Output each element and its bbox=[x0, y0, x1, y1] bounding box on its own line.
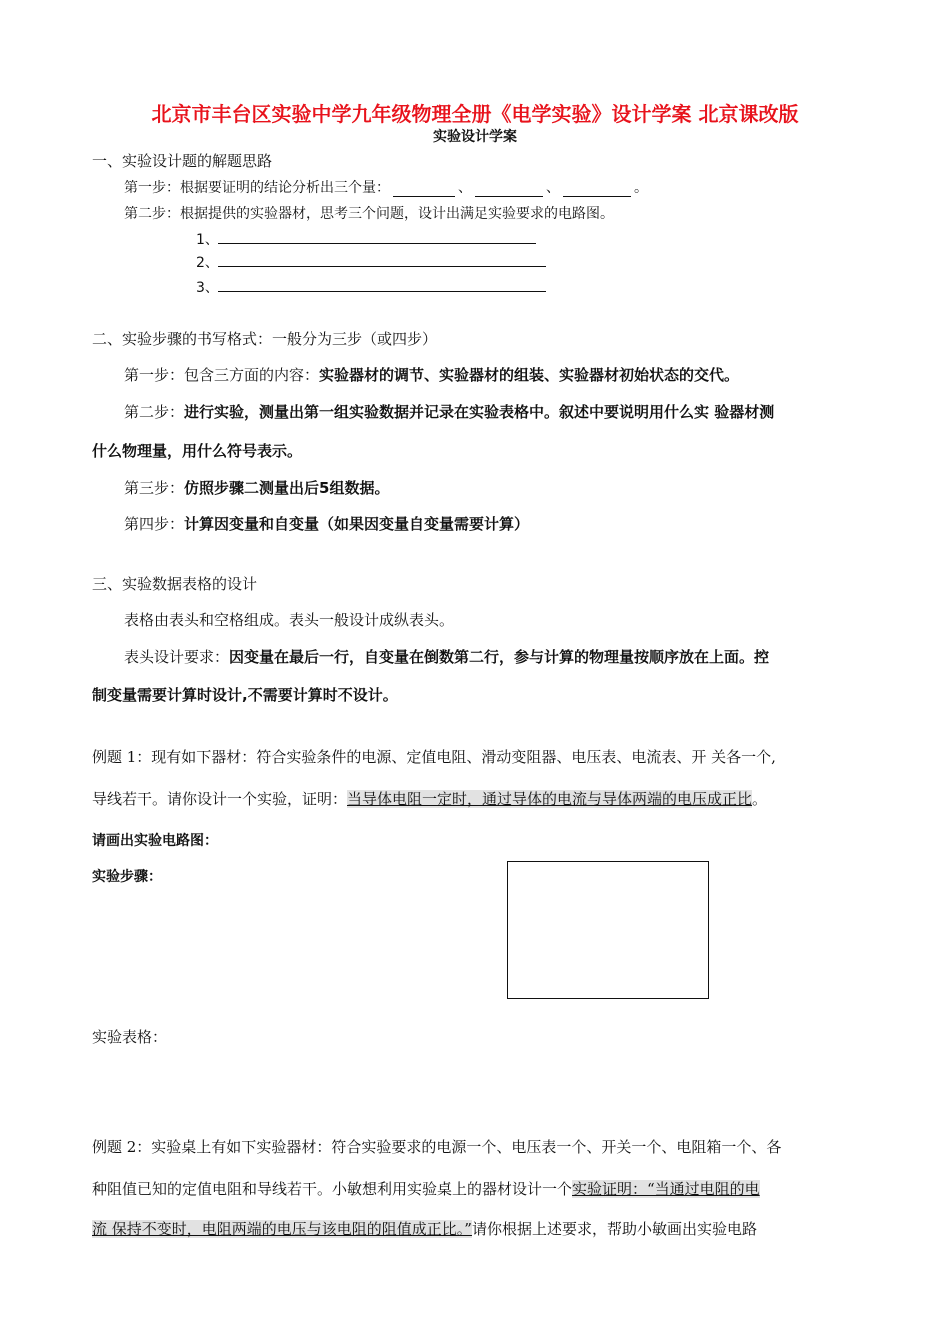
answer-blank-3[interactable] bbox=[563, 182, 631, 197]
section3-paragraph1: 表格由表头和空格组成。表头一般设计成纵表头。 bbox=[124, 611, 455, 629]
document-title: 北京市丰台区实验中学九年级物理全册《电学实验》设计学案 北京课改版 bbox=[151, 102, 799, 126]
example2-conclusion-part2: 流 保持不变时，电阻两端的电压与该电阻的阻值成正比。” bbox=[92, 1220, 472, 1238]
example2-instruction: 请你根据上述要求，帮助小敏画出实验电路 bbox=[471, 1220, 757, 1238]
example2-line2 bbox=[92, 1178, 760, 1199]
section2-step2 bbox=[124, 401, 774, 422]
question-number-1: 1、 bbox=[196, 232, 219, 248]
circuit-diagram-box[interactable] bbox=[507, 861, 709, 999]
answer-line-2[interactable] bbox=[218, 266, 546, 267]
step3-label: 第三步： bbox=[124, 479, 185, 497]
step1-label: 第一步：包含三方面的内容： bbox=[124, 366, 320, 384]
section1-step2: 第二步：根据提供的实验器材，思考三个问题，设计出满足实验要求的电路图。 bbox=[124, 206, 614, 222]
example1-text: 导线若干。请你设计一个实验，证明： bbox=[92, 790, 348, 808]
step3-content: 仿照步骤二测量出后5组数据。 bbox=[184, 479, 390, 497]
section1-step1 bbox=[124, 177, 648, 197]
experiment-table-label: 实验表格： bbox=[92, 1028, 168, 1046]
example2-line1: 例题 2：实验桌上有如下实验器材：符合实验要求的电源一个、电压表一个、开关一个、电阻箱一个、各 bbox=[92, 1138, 782, 1156]
step2-content: 进行实验，测量出第一组实验数据并记录在实验表格中。叙述中要说明用什么实 验器材测 bbox=[184, 403, 775, 421]
section2-step2-continued: 什么物理量，用什么符号表示。 bbox=[92, 442, 303, 460]
separator: 、 bbox=[546, 180, 560, 196]
step4-label: 第四步： bbox=[124, 515, 185, 533]
header-requirement-content: 因变量在最后一行，自变量在倒数第二行，参与计算的物理量按顺序放在上面。控 bbox=[229, 648, 770, 666]
section2-step1 bbox=[124, 364, 739, 385]
header-requirement-label: 表头设计要求： bbox=[124, 648, 230, 666]
period: 。 bbox=[634, 180, 648, 196]
answer-blank-1[interactable] bbox=[393, 182, 455, 197]
section2-heading: 二、实验步骤的书写格式：一般分为三步（或四步） bbox=[92, 330, 438, 348]
example1-line2 bbox=[92, 788, 767, 809]
document-subtitle: 实验设计学案 bbox=[433, 129, 517, 145]
question-number-3: 3、 bbox=[196, 280, 219, 296]
section3-heading: 三、实验数据表格的设计 bbox=[92, 575, 258, 593]
question-number-2: 2、 bbox=[196, 255, 219, 271]
experiment-steps-label: 实验步骤： bbox=[92, 869, 162, 885]
section2-step4 bbox=[124, 513, 529, 534]
answer-line-3[interactable] bbox=[218, 291, 546, 292]
separator: 、 bbox=[458, 180, 472, 196]
section1-heading: 一、实验设计题的解题思路 bbox=[92, 152, 273, 170]
example2-text: 种阻值已知的定值电阻和导线若干。小敏想利用实验桌上的器材设计一个 bbox=[92, 1180, 573, 1198]
section3-paragraph2-continued: 制变量需要计算时设计,不需要计算时不设计。 bbox=[92, 686, 398, 704]
example2-line3 bbox=[92, 1218, 757, 1239]
step4-content: 计算因变量和自变量（如果因变量自变量需要计算） bbox=[184, 515, 530, 533]
example1-line1: 例题 1：现有如下器材：符合实验条件的电源、定值电阻、滑动变阻器、电压表、电流表、开 关各一个, bbox=[92, 748, 776, 766]
step2-label: 第二步： bbox=[124, 403, 185, 421]
circuit-diagram-prompt: 请画出实验电路图： bbox=[92, 833, 218, 849]
period: 。 bbox=[752, 790, 768, 808]
section3-paragraph2 bbox=[124, 646, 769, 667]
section1-step1-text: 第一步：根据要证明的结论分析出三个量： bbox=[124, 180, 390, 196]
step1-content: 实验器材的调节、实验器材的组装、实验器材初始状态的交代。 bbox=[319, 366, 740, 384]
answer-line-1[interactable] bbox=[218, 243, 536, 244]
section2-step3 bbox=[124, 477, 389, 498]
answer-blank-2[interactable] bbox=[475, 182, 543, 197]
example1-conclusion: 当导体电阻一定时，通过导体的电流与导体两端的电压成正比 bbox=[347, 790, 753, 808]
example2-conclusion-part1: 实验证明：“当通过电阻的电 bbox=[572, 1180, 760, 1198]
